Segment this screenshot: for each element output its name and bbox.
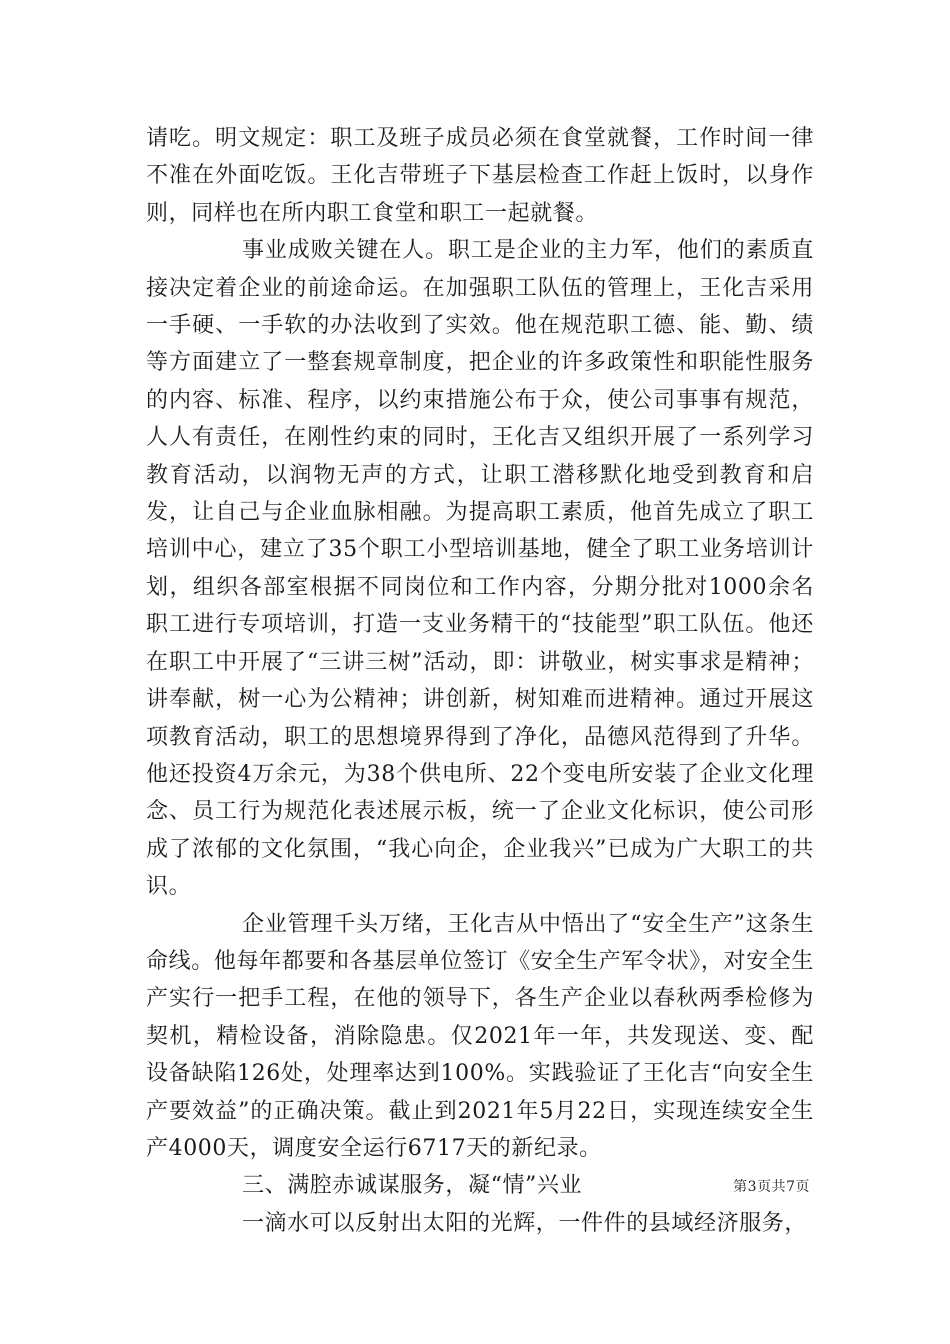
paragraph-staff-management: 事业成败关键在人。职工是企业的主力军，他们的素质直接决定着企业的前途命运。在加强职工队伍的管理上，王化吉采用一手硬、一手软的办法收到了实效。他在规范职工德、能、勤、绩等方面建立了一整套规章制度，把企业的许多政策性和职能性服务的内容、标准、程序，以约束措施公布于众，使公司事事有规范，人人有责任，在刚性约束的同时，王化吉又组织开展了一系列学习教育活动，以润物无声的方式，让职工潜移默化地受到教育和启发，让自己与企业血脉相融。为提高职工素质，他首先成立了职工培训中心，建立了35个职工小型培训基地，健全了职工业务培训计划，组织各部室根据不同岗位和工作内容，分期分批对1000余名职工进行专项培训，打造一支业务精干的“技能型”职工队伍。他还在职工中开展了“三讲三树”活动，即：讲敬业，树实事求是精神；讲奉献，树一心为公精神；讲创新，树知难而进精神。通过开展这项教育活动，职工的思想境界得到了净化，品德风范得到了升华。他还投资4万余元，为38个供电所、22个变电所安装了企业文化理念、员工行为规范化表述展示板，统一了企业文化标识，使公司形成了浓郁的文化氛围，“我心向企，企业我兴”已成为广大职工的共识。 [146,238,814,900]
paragraph-meals-rule: 请吃。明文规定：职工及班子成员必须在食堂就餐，工作时间一律不准在外面吃饭。王化吉带班子下基层检查工作赶上饭时，以身作则，同样也在所内职工食堂和职工一起就餐。 [146,126,814,226]
section-heading: 三、满腔赤诚谋服务，凝“情”兴业 [242,1173,583,1199]
paragraph-safety-production: 企业管理千头万绪，王化吉从中悟出了“安全生产”这条生命线。他每年都要和各基层单位签订《安全生产军令状》，对安全生产实行一把手工程，在他的领导下，各生产企业以春秋两季检修为契机，精检设备，消除隐患。仅2021年一年，共发现送、变、配设备缺陷126处，处理率达到100%。实践验证了王化吉“向安全生产要效益”的正确决策。截止到2021年5月22日，实现连续安全生产4000天，调度安全运行6717天的新纪录。 [146,911,814,1161]
document-body [146,120,814,1242]
page-number-footer: 第3页共7页 [733,1179,810,1195]
paragraph-service-intro: 一滴水可以反射出太阳的光辉，一件件的县域经济服务， [242,1210,808,1236]
